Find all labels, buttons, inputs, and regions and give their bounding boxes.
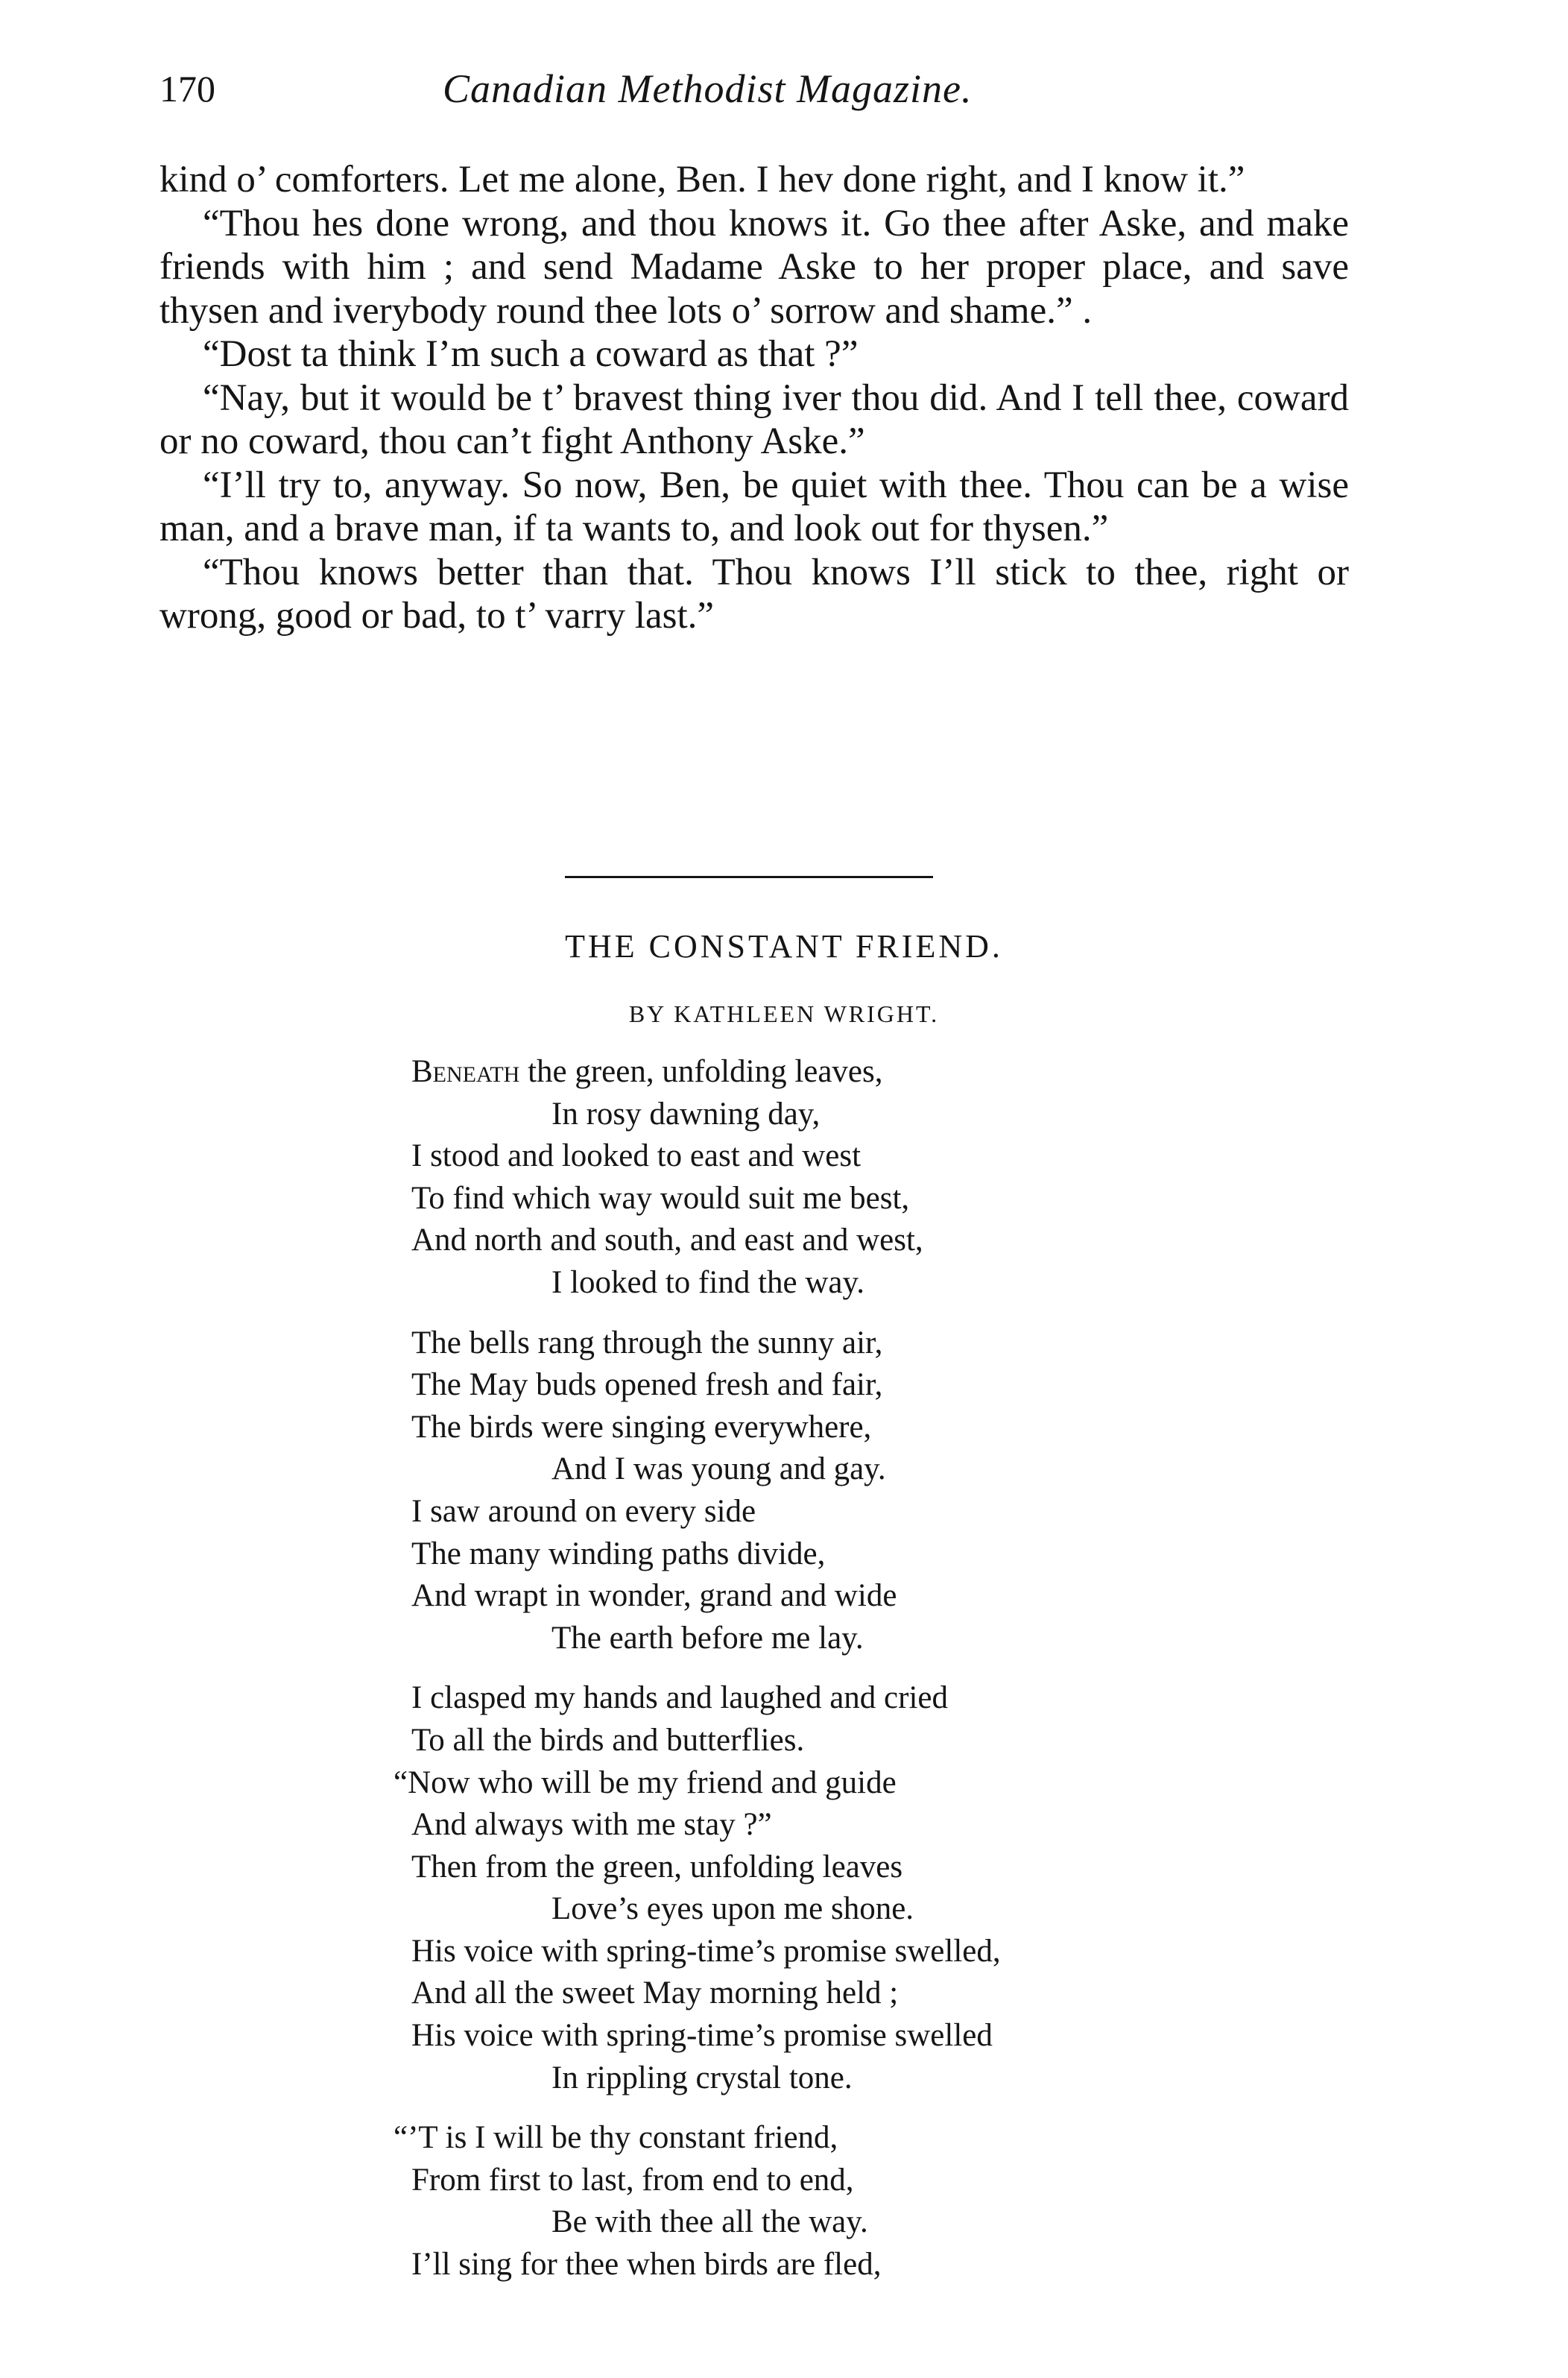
poem-line: “’T is I will be thy constant friend, [393,2120,838,2156]
poem-line [411,1051,1306,1094]
running-header [159,63,1352,122]
poem-line: The earth before me lay. [551,1620,864,1656]
poem-stanza [411,1322,1306,1660]
prose-paragraph: “Nay, but it would be t’ bravest thing iver thou did. And I tell thee, coward or no coward, thou can’t fight Anthony Aske.” [159,376,1349,462]
poem-line: Be with thee all the way. [551,2204,868,2240]
poem-stanza [393,1677,1306,2099]
poem-line: And north and south, and east and west, [411,1223,923,1258]
poem-line: To find which way would suit me best, [411,1180,910,1216]
running-title: Canadian Methodist Magazine. [443,66,973,111]
poem-line: The many winding paths divide, [411,1536,826,1571]
poem-line: And always with me stay ?” [411,1807,772,1843]
poem-line: In rosy dawning day, [551,1096,821,1132]
prose-paragraph: “I’ll try to, anyway. So now, Ben, be quiet with thee. Thou can be a wise man, and a brave man, if ta wants to, and look out for thysen.” [159,464,1349,549]
page-number: 170 [159,68,215,110]
poem-stanza [393,2117,1306,2286]
poem-line: And wrapt in wonder, grand and wide [411,1578,897,1614]
poem-line: To all the birds and butterflies. [411,1722,805,1758]
poem-line: I’ll sing for thee when birds are fled, [411,2247,882,2283]
poem-line: From first to last, from end to end, [411,2162,854,2198]
poem-line: The May buds opened fresh and fair, [411,1367,883,1403]
poem-line: The birds were singing everywhere, [411,1409,872,1445]
poem-line: The bells rang through the sunny air, [411,1325,883,1360]
poem-stanza [411,1051,1306,1305]
poem-line: Then from the green, unfolding leaves [411,1849,903,1885]
poem-line: Love’s eyes upon me shone. [551,1891,914,1927]
poem-line: I stood and looked to east and west [411,1138,862,1174]
poem-line: His voice with spring-time’s promise swelled [411,2018,993,2054]
poem-line: I clasped my hands and laughed and cried [411,1680,948,1716]
poem-title: THE CONSTANT FRIEND. [565,928,1003,965]
prose-paragraph: “Thou hes done wrong, and thou knows it. Go thee after Aske, and make friends with him ; and send Madame Aske to her proper place, and save thysen and iverybody round thee lots o’ sorrow and shame.” . [159,202,1349,332]
poem-line: I saw around on every side [411,1493,756,1529]
poem-body [393,1051,1306,2304]
section-divider [565,876,933,878]
poem-line: In rippling crystal tone. [551,2060,853,2095]
poem-line-text: the green, unfolding leaves, [519,1054,883,1089]
prose-paragraph: “Thou knows better than that. Thou knows I’ll stick to thee, right or wrong, good or bad, to t’ varry last.” [159,551,1349,637]
poem-line: And all the sweet May morning held ; [411,1975,899,2011]
poem-line: His voice with spring-time’s promise swelled, [411,1933,1001,1969]
prose-body [159,158,1349,638]
prose-paragraph: “Dost ta think I’m such a coward as that ?” [203,333,859,375]
poem-byline: BY KATHLEEN WRIGHT. [628,1000,940,1027]
poem-first-word: Beneath [411,1054,520,1089]
poem-line: And I was young and gay. [551,1451,886,1487]
poem-line: I looked to find the way. [551,1264,864,1300]
poem-line: “Now who will be my friend and guide [393,1764,897,1800]
prose-paragraph: kind o’ comforters. Let me alone, Ben. I hev done right, and I know it.” [159,159,1245,201]
